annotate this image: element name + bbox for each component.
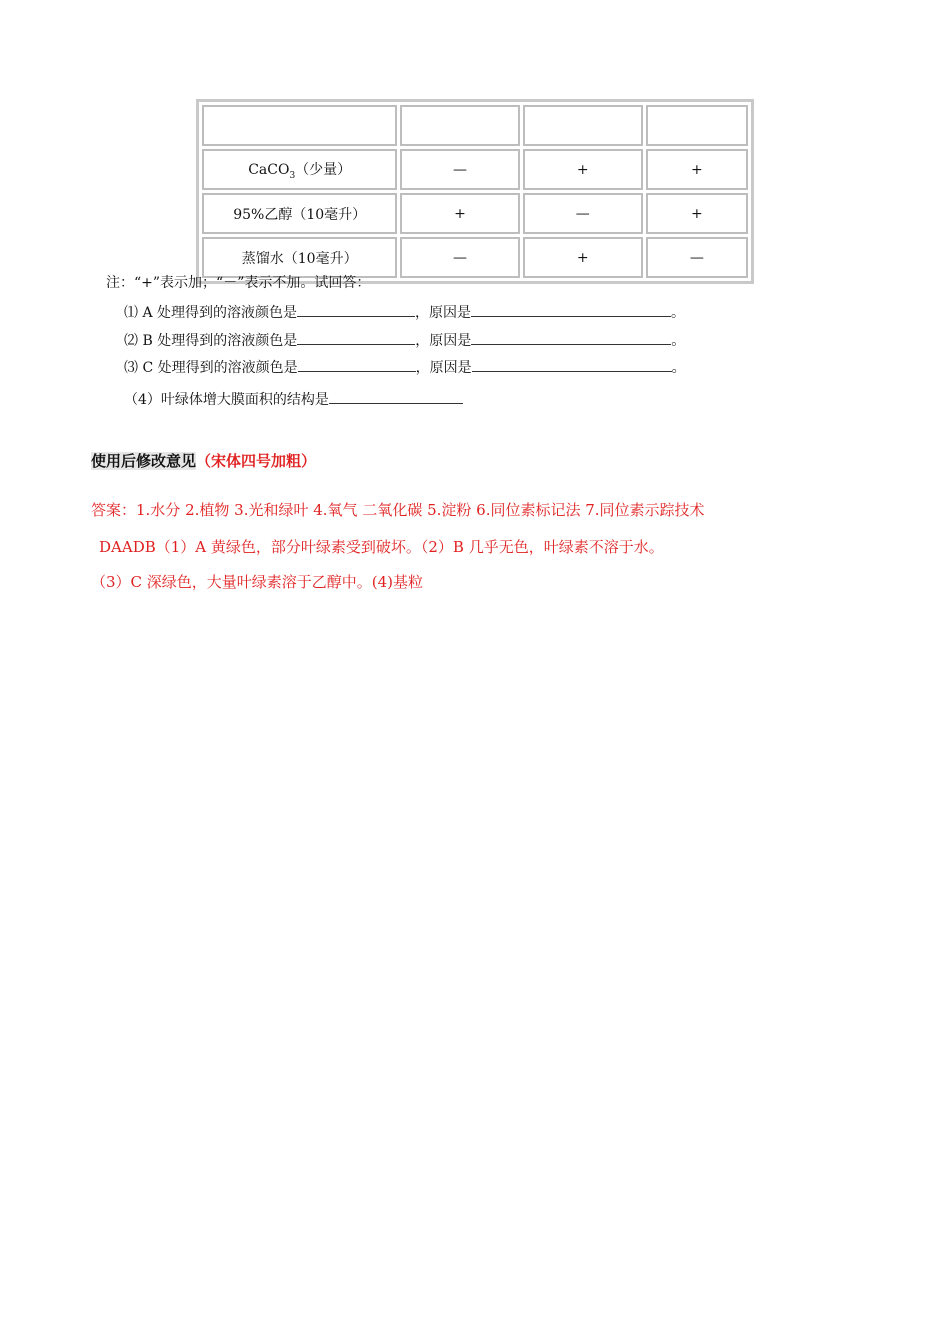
question-2: ⑵ B 处理得到的溶液颜色是 ，原因是 。 — [124, 329, 685, 351]
table-note: 注：“+”表示加；“－”表示不加。试回答： — [106, 275, 371, 291]
table-cell: — — [523, 193, 643, 234]
table-cell: + — [646, 149, 748, 190]
table-cell: + — [400, 193, 519, 234]
row-label: 95%乙醇（10毫升） — [202, 193, 397, 234]
table-cell: + — [646, 193, 748, 234]
table-header-cell — [202, 105, 397, 146]
row-label: 蒸馏水（10毫升） — [202, 237, 397, 278]
table-header-row — [202, 105, 748, 146]
question-1: ⑴ A 处理得到的溶液颜色是 ，原因是 。 — [124, 301, 685, 323]
section-header — [91, 450, 316, 471]
reason-blank[interactable] — [471, 329, 671, 345]
answer-blank[interactable] — [297, 329, 415, 345]
table-cell: — — [400, 149, 519, 190]
table-header-cell — [400, 105, 519, 146]
table-cell: + — [523, 149, 643, 190]
answer-line: （3）C 深绿色，大量叶绿素溶于乙醇中。(4)基粒 — [91, 573, 424, 591]
answer-blank[interactable] — [329, 388, 463, 404]
answer-line: DAADB（1）A 黄绿色，部分叶绿素受到破坏。（2）B 几乎无色，叶绿素不溶于水。 — [99, 538, 664, 556]
table-header-cell — [646, 105, 748, 146]
table-cell: + — [523, 237, 643, 278]
table-row — [202, 149, 748, 190]
reason-blank[interactable] — [472, 356, 672, 372]
section-title: 使用后修改意见 — [91, 452, 197, 470]
section-note: （宋体四号加粗） — [196, 452, 317, 470]
table-row — [202, 193, 748, 234]
reason-blank[interactable] — [471, 301, 671, 317]
answer-blank[interactable] — [298, 356, 416, 372]
answer-line: 答案：1.水分 2.植物 3.光和绿叶 4.氧气 二氧化碳 5.淀粉 6.同位素标记法 7.同位素示踪技术 — [91, 501, 705, 519]
question-3: ⑶ C 处理得到的溶液颜色是 ，原因是 。 — [124, 356, 686, 378]
table-row — [202, 237, 748, 278]
row-label: CaCO$_3$（少量） — [202, 149, 397, 190]
table-cell: — — [400, 237, 519, 278]
answer-blank[interactable] — [297, 301, 415, 317]
table-cell: — — [646, 237, 748, 278]
table-header-cell — [523, 105, 643, 146]
question-4: （4）叶绿体增大膜面积的结构是 — [124, 388, 463, 410]
reagent-table — [196, 99, 754, 284]
